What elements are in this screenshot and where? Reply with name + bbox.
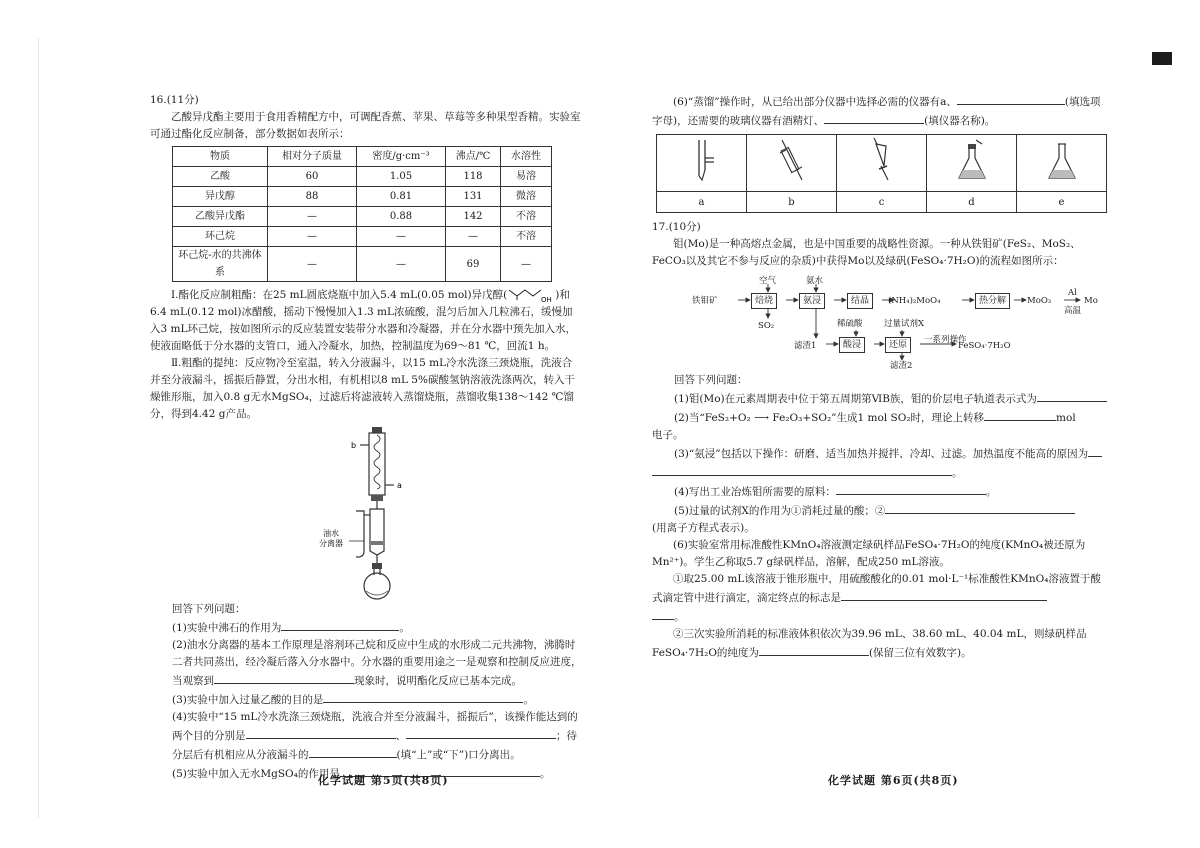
answer-blank <box>841 588 1047 601</box>
flow-raw-ore: 铁钼矿 <box>692 296 718 306</box>
q16-5-text: (5)实验中加入无水MgSO₄的作用是 <box>172 768 340 780</box>
answer-blank <box>246 726 396 739</box>
period: 。 <box>952 467 963 479</box>
table-cell: 1.05 <box>357 167 446 187</box>
flow-ammonia-leach: 氨浸 <box>799 293 825 309</box>
answer-blank <box>406 726 556 739</box>
page-6 <box>652 92 1107 662</box>
table-header-cell: 密度/g·cm⁻³ <box>357 147 446 167</box>
table-row <box>173 187 552 207</box>
table-cell: 0.81 <box>357 187 446 207</box>
page-5 <box>150 92 582 783</box>
table-header-cell: 物质 <box>173 147 268 167</box>
apparatus-figure <box>150 423 582 601</box>
flow-so2: SO₂ <box>758 321 775 331</box>
q16-1 <box>172 618 582 637</box>
flow-series-ops: 一系列操作 <box>924 335 967 345</box>
flow-feso4: FeSO₄·7H₂O <box>958 341 1011 351</box>
period: 。 <box>523 694 534 706</box>
answer-prompt-17: 回答下列问题： <box>674 374 748 386</box>
answer-blank <box>759 643 869 656</box>
answer-blank <box>957 92 1065 105</box>
table-header-cell: 沸点/℃ <box>446 147 501 167</box>
answer-blank <box>652 463 952 476</box>
flow-excess-x: 过量试剂X <box>884 319 925 329</box>
q16-3 <box>172 690 582 709</box>
table-header-cell: 水溶性 <box>501 147 552 167</box>
label-b: b <box>351 441 357 450</box>
table-cell: 142 <box>446 207 501 227</box>
answer-blank <box>323 690 523 703</box>
answer-blank <box>281 618 399 631</box>
flow-reduce: 还原 <box>885 337 911 353</box>
flow-air: 空气 <box>759 276 777 286</box>
flow-decompose: 热分解 <box>975 293 1010 309</box>
answer-blank <box>984 408 1056 421</box>
q16-4-text-a: (4)实验中“15 mL冷水洗涤三颈烧瓶，洗液合并至分液漏斗，摇振后”，该操作能达到的两个目的分别是 <box>172 711 578 742</box>
table-header-cell: 相对分子质量 <box>268 147 357 167</box>
instrument-pictures <box>657 135 1107 192</box>
q17-5-cont: (用离子方程式表示)。 <box>652 522 755 534</box>
q17-5-text: (5)过量的试剂X的作用为①消耗过量的酸；② <box>674 505 886 517</box>
footer-page-5: 化学试题 第5页(共8页) <box>318 774 449 787</box>
oh-label: OH <box>541 296 553 304</box>
table-cell: — <box>446 227 501 247</box>
q16-3-text: (3)实验中加入过量乙酸的目的是 <box>172 694 324 706</box>
answer-blank <box>1088 444 1102 457</box>
answer-prompt: 回答下列问题： <box>172 603 246 615</box>
table-cell: 环己烷-水的共沸体系 <box>173 247 268 282</box>
q16-6-text-b: (填选项字母)，还需要的玻璃仪器有酒精灯、 <box>652 96 1101 127</box>
table-row <box>173 167 552 187</box>
step-1 <box>150 286 582 355</box>
q17-3-blank-line <box>652 463 1107 482</box>
instrument-label: c <box>837 192 927 213</box>
answer-blank <box>1037 389 1107 402</box>
label-separator-line2: 分离器 <box>319 539 343 548</box>
period: 。 <box>985 486 997 498</box>
instrument-label: a <box>657 192 747 213</box>
q17-2-cont: 电子。 <box>652 429 684 441</box>
q17-intro: 钼(Mo)是一种高熔点金属，也是中国重要的战略性资源。一种从铁钼矿(FeS₂、MoS₂、FeCO₃以及其它不参与反应的杂质)中获得Mo以及绿矾(FeSO₄·7H₂O)的流程如图所示： <box>652 238 1081 267</box>
flow-roasting: 焙烧 <box>751 293 777 309</box>
q17-6: (6)实验室常用标准酸性KMnO₄溶液测定绿矾样品FeSO₄·7H₂O的纯度(KMnO₄被还原为Mn²⁺)。学生乙称取5.7 g绿矾样品，溶解，配成250 mL溶液。 <box>652 539 1086 568</box>
q16-6-text-a: (6)“蒸馏”操作时，从已给出部分仪器中选择必需的仪器有a、 <box>673 96 957 108</box>
table-cell: 不溶 <box>501 227 552 247</box>
q17-6-1-text: ①取25.00 mL该溶液于锥形瓶中，用硫酸酸化的0.01 mol·L⁻¹标准酸性KMnO₄溶液置于酸式滴定管中进行滴定，滴定终点的标志是 <box>652 573 1101 604</box>
q17-3 <box>674 444 1107 463</box>
flow-dilute-acid: 稀硫酸 <box>837 319 863 329</box>
q16-4-text-b: ；待分层后有机相应从分液漏斗的 <box>172 730 577 761</box>
table-cell: 88 <box>268 187 357 207</box>
table-cell: 不溶 <box>501 207 552 227</box>
step-2: Ⅱ.粗酯的提纯：反应物冷至室温，转入分液漏斗，以15 mL冷水洗涤三颈烧瓶，洗液合并至分液漏斗，摇振后静置，分出水相，有机相以8 mL 5%碳酸氢钠溶液洗涤两次，转入干燥锥形瓶，加入0.8 g无水MgSO₄，过滤后将滤液转入蒸馏烧瓶，蒸馏收集138～142 ℃馏分，得到4.42 g产品。 <box>150 357 575 420</box>
table-cell: 异戊醇 <box>173 187 268 207</box>
q17-5 <box>674 501 1107 520</box>
table-cell: 环己烷 <box>173 227 268 247</box>
table-cell: — <box>268 247 357 282</box>
table-cell: — <box>357 227 446 247</box>
erlenmeyer-flask-with-stopper-icon <box>952 136 992 184</box>
instrument-e <box>1017 135 1107 192</box>
q16-6 <box>652 92 1107 130</box>
q17-header: 17.(10分) <box>652 221 701 233</box>
separatory-funnel-icon <box>862 136 902 184</box>
table-cell: 118 <box>446 167 501 187</box>
table-cell: 0.88 <box>357 207 446 227</box>
answer-blank <box>824 111 924 124</box>
q16-4 <box>172 709 582 764</box>
q17-6-2-cont <box>652 643 1107 662</box>
q16-2-text-a: (2)油水分离器的基本工作原理是溶剂环己烷和反应中生成的水形成二元共沸物，沸腾时二者共同蒸出，经冷凝后落入分水器中。分水器的重要用途之一是观察和控制反应进度，当观察到 <box>172 639 582 687</box>
table-cell: 乙酸异戊酯 <box>173 207 268 227</box>
table-cell: 69 <box>446 247 501 282</box>
flow-high-temp: 高温 <box>1064 306 1082 316</box>
q16-1-text: (1)实验中沸石的作用为 <box>172 622 282 634</box>
flow-al: Al <box>1068 288 1077 298</box>
answer-blank <box>885 501 1075 514</box>
table-cell: 60 <box>268 167 357 187</box>
q17-6-1-blank <box>652 607 1107 626</box>
property-table <box>172 146 552 282</box>
flow-residue-2: 滤渣2 <box>890 361 913 371</box>
table-cell: 微溶 <box>501 187 552 207</box>
isoamyl-alcohol-structure <box>507 286 555 304</box>
process-flow-chart <box>652 272 1107 371</box>
flow-residue-1: 滤渣1 <box>794 341 817 351</box>
step-1-text-b: )和6.4 mL(0.12 mol)冰醋酸，摇动下慢慢加入1.3 mL浓硫酸，混匀后加入几粒沸石，缓慢加入3 mL环己烷，按如图所示的反应装置安装带分水器和冷凝器，并在分水器中预先加入水，使液面略低于分水器的支管口，通入冷凝水，加热，控制温度为69～81 ℃，回流1 h。 <box>150 289 576 352</box>
table-row <box>173 247 552 282</box>
flow-mo: Mo <box>1084 296 1098 306</box>
table-header-row <box>173 147 552 167</box>
instrument-a <box>657 135 747 192</box>
q17-6-2-text-c: (保留三位有效数字)。 <box>868 647 972 659</box>
instrument-label: b <box>747 192 837 213</box>
q16-2-text-b: 现象时，说明酯化反应已基本完成。 <box>354 675 522 687</box>
q17-3-text: (3)“氨浸”包括以下操作：研磨、适当加热并搅拌、冷却、过滤。加热温度不能高的原因为 <box>674 448 1089 460</box>
answer-blank <box>836 482 986 495</box>
erlenmeyer-flask-icon <box>1042 136 1082 184</box>
q17-1 <box>674 389 1107 408</box>
table-row <box>173 207 552 227</box>
flow-crystallize: 结晶 <box>847 293 873 309</box>
instrument-labels <box>657 192 1107 213</box>
table-cell: 131 <box>446 187 501 207</box>
instrument-label: e <box>1017 192 1107 213</box>
q17-6-2-text-a: ②三次实验所消耗的标准液体积依次为39.96 mL、38.60 mL、40.04 mL，则绿矾样品 <box>673 628 1087 640</box>
step-1-text-a: Ⅰ.酯化反应制粗酯：在25 mL圆底烧瓶中加入5.4 mL(0.05 mol)异戊醇( <box>171 289 508 301</box>
instrument-b <box>747 135 837 192</box>
answer-blank <box>652 607 674 620</box>
answer-blank <box>214 671 354 684</box>
condenser-water-separator-diagram <box>150 423 582 601</box>
q17-6-2 <box>652 626 1107 643</box>
q16-4-text-c: (填“上”或“下”)口分离出。 <box>396 749 521 761</box>
footer-page-6: 化学试题 第6页(共8页) <box>828 774 959 787</box>
table-cell: — <box>357 247 446 282</box>
label-separator-line1: 油水 <box>323 529 339 538</box>
table-cell: — <box>268 227 357 247</box>
comma: 、 <box>395 730 406 742</box>
flow-ammonium-molybdate: (NH₄)₂MoO₄ <box>888 296 941 306</box>
q17-6-2-text-b: FeSO₄·7H₂O的纯度为 <box>652 647 759 659</box>
period: 。 <box>399 622 410 634</box>
q17-6-1 <box>652 571 1107 607</box>
period: 。 <box>539 768 551 780</box>
q17-1-text: (1)钼(Mo)在元素周期表中位于第五周期第ⅥB族，钼的价层电子轨道表示式为 <box>674 393 1037 405</box>
answer-blank <box>309 745 397 758</box>
q17-4-text: (4)写出工业冶炼钼所需要的原料： <box>674 486 836 498</box>
flow-moo3: MoO₃ <box>1027 296 1052 306</box>
period: 。 <box>674 611 685 623</box>
q17-2 <box>674 408 1107 427</box>
q17-4 <box>674 482 1107 501</box>
table-cell: 易溶 <box>501 167 552 187</box>
flow-ammonia: 氨水 <box>806 276 824 286</box>
table-cell: — <box>268 207 357 227</box>
adapter-icon <box>682 136 722 184</box>
q16-6-text-c: (填仪器名称)。 <box>924 115 996 127</box>
condenser-icon <box>772 136 812 184</box>
instrument-d <box>927 135 1017 192</box>
q17-2-text-a: (2)当“FeS₂+O₂ ⟶ Fe₂O₃+SO₂”生成1 mol SO₂时，理论上转移 <box>674 412 985 424</box>
label-a: a <box>397 481 402 490</box>
q16-header: 16.(11分) <box>150 94 199 106</box>
binder-mark <box>1152 52 1172 65</box>
flow-arrows <box>652 272 1107 368</box>
instrument-label: d <box>927 192 1017 213</box>
q16-2 <box>172 637 582 690</box>
table-row <box>173 227 552 247</box>
flow-acid-leach: 酸浸 <box>839 337 865 353</box>
table-cell: — <box>501 247 552 282</box>
table-cell: 乙酸 <box>173 167 268 187</box>
instrument-c <box>837 135 927 192</box>
q16-intro: 乙酸异戊酯主要用于食用香精配方中，可调配香蕉、苹果、草莓等多种果型香精。实验室可通过酯化反应制备，部分数据如表所示： <box>150 111 581 140</box>
instrument-table <box>656 134 1107 213</box>
q17-2-text-b: mol <box>1056 412 1076 424</box>
